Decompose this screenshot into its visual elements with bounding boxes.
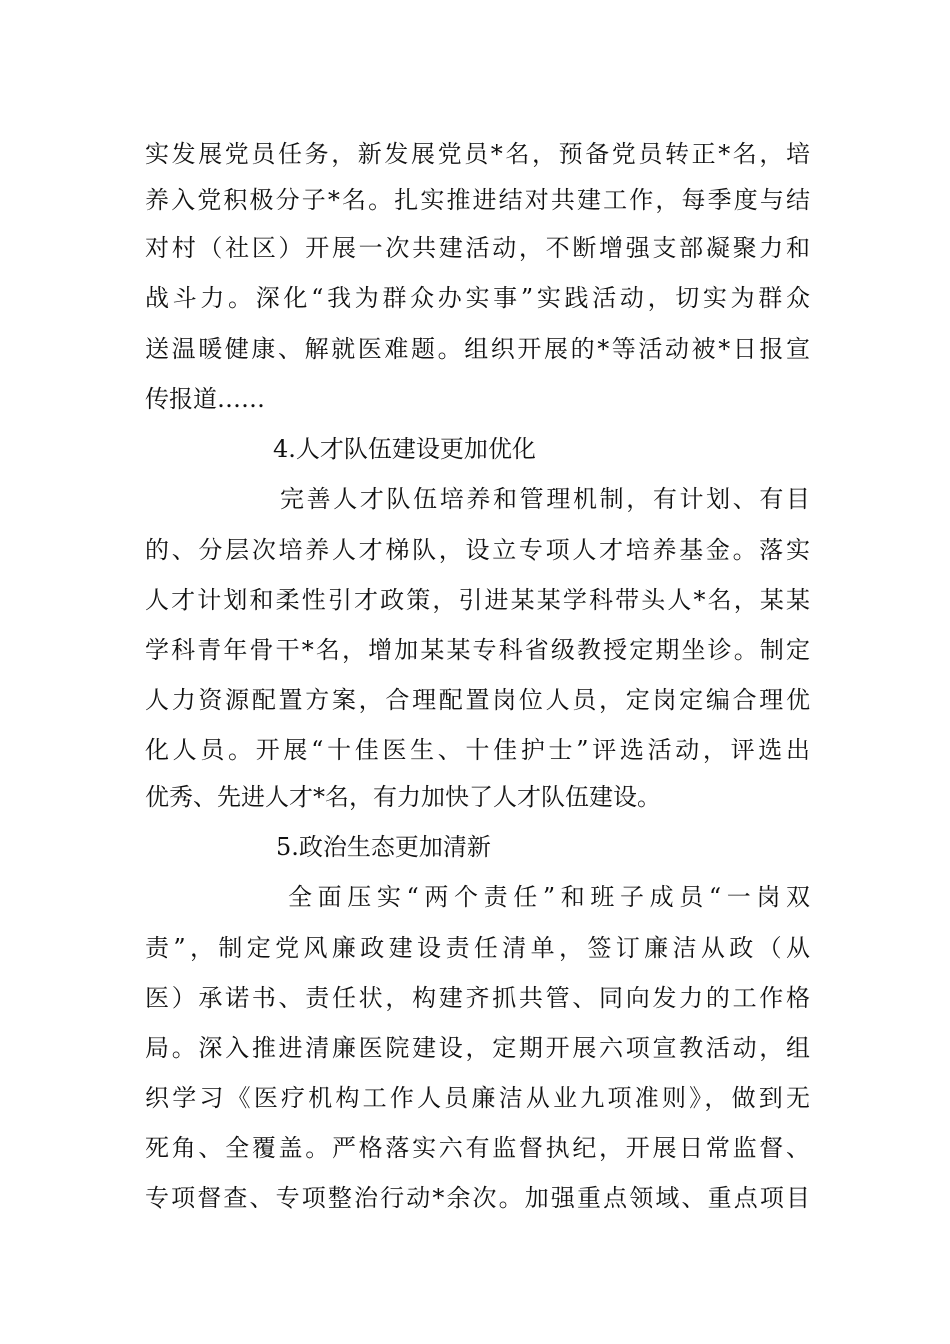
body-text-line: 战斗力。深化“我为群众办实事”实践活动，切实为群众 <box>145 284 810 312</box>
body-text-line: 实发展党员任务，新发展党员*名，预备党员转正*名，培 <box>145 140 810 168</box>
body-text-line: 传报道…… <box>145 385 265 413</box>
body-text-line: 优秀、先进人才*名，有力加快了人才队伍建设。 <box>145 783 661 811</box>
body-text-line: 人才计划和柔性引才政策，引进某某学科带头人*名，某某 <box>145 586 810 614</box>
section-heading-4: 4.人才队伍建设更加优化 <box>273 435 536 463</box>
body-text-line: 养入党积极分子*名。扎实推进结对共建工作，每季度与结 <box>145 186 810 214</box>
body-text-line: 学科青年骨干*名，增加某某专科省级教授定期坐诊。制定 <box>145 636 810 664</box>
body-text-line: 全面压实“两个责任”和班子成员“一岗双 <box>288 883 810 911</box>
body-text-line: 织学习《医疗机构工作人员廉洁从业九项准则》，做到无 <box>145 1084 810 1112</box>
body-text-line: 人力资源配置方案，合理配置岗位人员，定岗定编合理优 <box>145 686 810 714</box>
body-text-line: 的、分层次培养人才梯队，设立专项人才培养基金。落实 <box>145 536 810 564</box>
section-heading-5: 5.政治生态更加清新 <box>276 833 491 861</box>
body-text-line: 专项督查、专项整治行动*余次。加强重点领域、重点项目 <box>145 1184 810 1212</box>
body-text-line: 死角、全覆盖。严格落实六有监督执纪，开展日常监督、 <box>145 1134 810 1162</box>
body-text-line: 对村（社区）开展一次共建活动，不断增强支部凝聚力和 <box>145 234 810 262</box>
body-text-line: 责”，制定党风廉政建设责任清单，签订廉洁从政（从 <box>145 934 810 962</box>
body-text-line: 局。深入推进清廉医院建设，定期开展六项宣教活动，组 <box>145 1034 810 1062</box>
body-text-line: 化人员。开展“十佳医生、十佳护士”评选活动，评选出 <box>145 736 810 764</box>
body-text-line: 医）承诺书、责任状，构建齐抓共管、同向发力的工作格 <box>145 984 810 1012</box>
body-text-line: 送温暖健康、解就医难题。组织开展的*等活动被*日报宣 <box>145 335 810 363</box>
body-text-line: 完善人才队伍培养和管理机制，有计划、有目 <box>280 485 810 513</box>
